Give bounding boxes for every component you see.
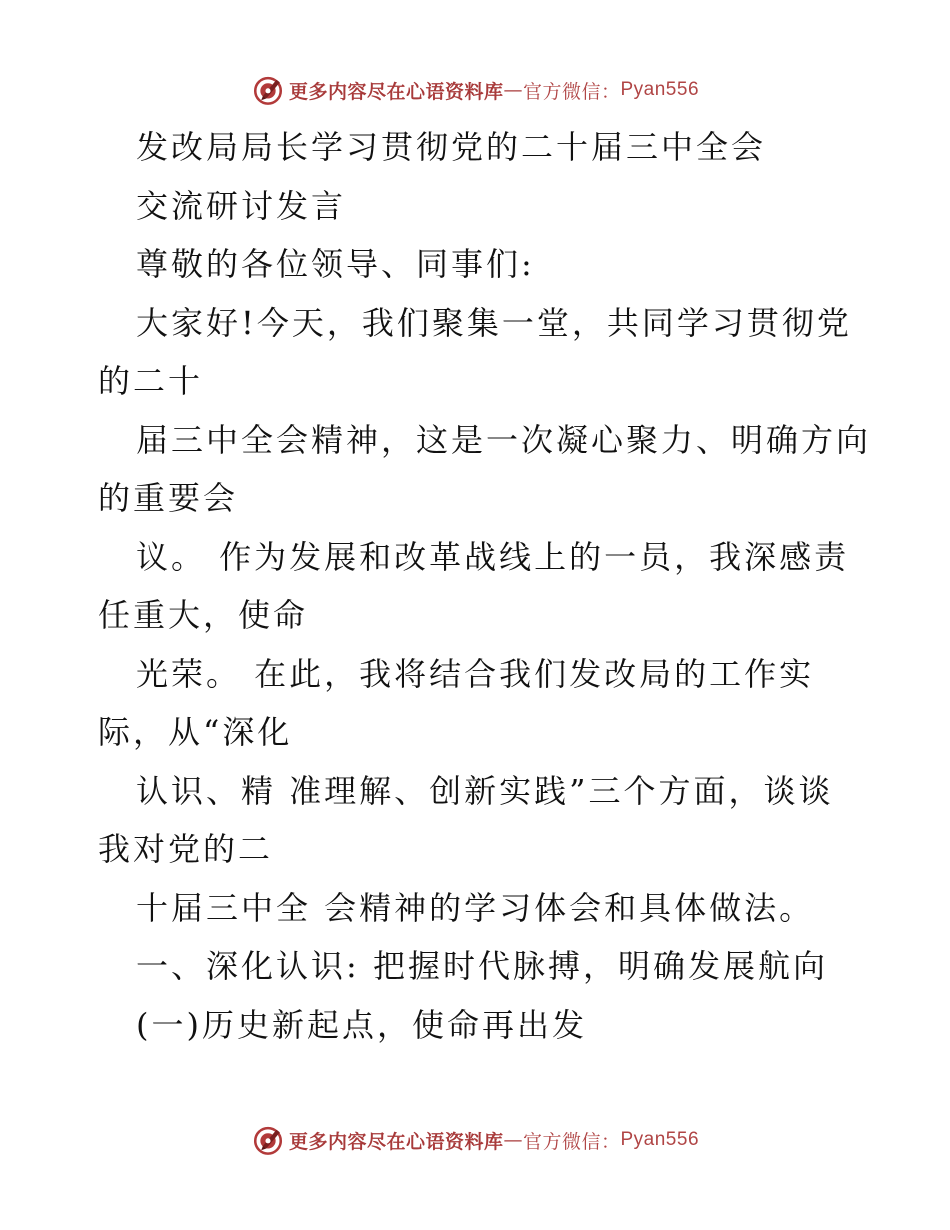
banner-separator: — (503, 79, 523, 101)
text-line: (一)历史新起点，使命再出发 (136, 1005, 587, 1044)
banner-wechat-label: 官方微信： (522, 80, 621, 103)
text-line: 任重大，使命 (98, 596, 309, 634)
text-line: 光荣。 在此，我将结合我们发改局的工作实 (136, 654, 815, 693)
banner-wechat-label: 官方微信： (522, 1130, 621, 1153)
banner-wechat-account: Pyan556 (620, 1129, 700, 1150)
banner-main-text: 更多内容尽在心语资料库 (288, 80, 504, 103)
pen-circle-logo-icon (251, 73, 285, 107)
text-line: 届三中全会精神，这是一次凝心聚力、明确方向 (136, 420, 872, 459)
text-line: 交流研讨发言 (136, 186, 347, 225)
banner-main-text: 更多内容尽在心语资料库 (288, 1130, 504, 1153)
text-line: 大家好!今天，我们聚集一堂，共同学习贯彻党 (136, 303, 852, 342)
header-banner (0, 70, 950, 110)
text-line: 一、深化认识: 把握时代脉搏，明确发展航向 (136, 947, 828, 985)
text-line: 认识、精 准理解、创新实践”三个方面，谈谈 (136, 771, 834, 810)
text-line: 际，从“深化 (98, 713, 293, 751)
text-line: 议。 作为发展和改革战线上的一员，我深感责 (136, 537, 850, 576)
text-line: 十届三中全 会精神的学习体会和具体做法。 (136, 888, 815, 927)
document-body (98, 125, 872, 1061)
pen-circle-logo-icon (251, 1123, 285, 1157)
banner-wechat-account: Pyan556 (620, 79, 700, 100)
text-line: 我对党的二 (98, 830, 274, 868)
text-line: 尊敬的各位领导、同事们: (136, 245, 535, 283)
text-line: 的二十 (98, 362, 204, 400)
footer-banner (0, 1120, 950, 1160)
text-line: 发改局局长学习贯彻党的二十届三中全会 (136, 128, 767, 166)
banner-separator: — (503, 1129, 523, 1151)
text-line: 的重要会 (98, 479, 239, 517)
